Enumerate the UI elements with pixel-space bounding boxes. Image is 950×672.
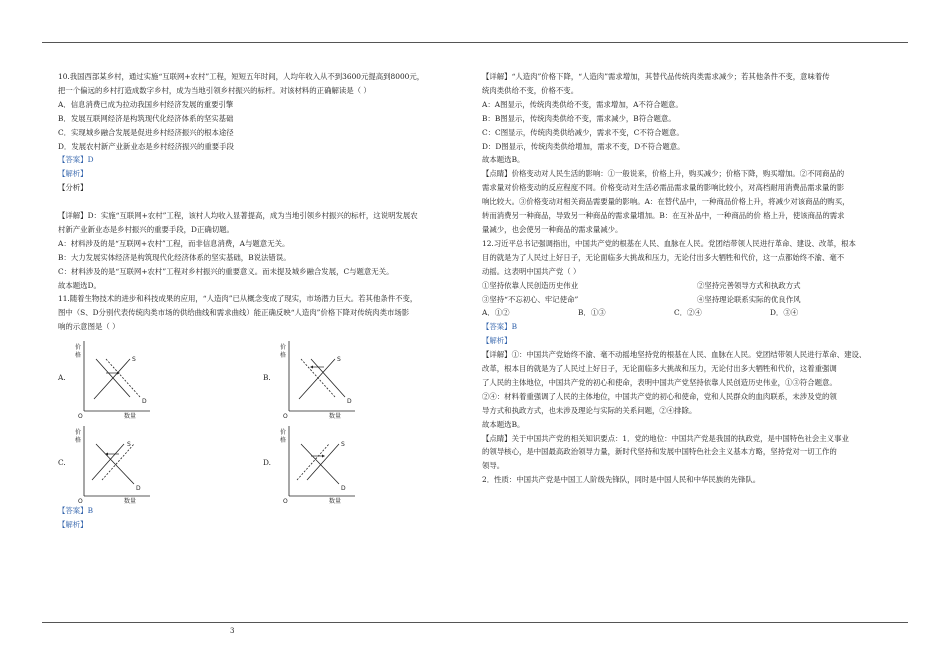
- top-rule: [42, 42, 908, 43]
- figure-b-d-label: D: [347, 398, 352, 406]
- q10-analysis-label: 【解析】: [58, 169, 88, 179]
- figure-a-label: A.: [58, 373, 66, 383]
- figure-a-d2-line: [106, 359, 140, 397]
- q12-statements: [482, 279, 894, 307]
- q11-stem-1: 11.随着生物技术的进步和科技成果的应用，“人造肉”已从概念变成了现实，市场潜力巨大。若其他条件不变，: [58, 294, 418, 304]
- figure-d-origin: O: [283, 498, 288, 505]
- figure-d-s1-line: [297, 444, 329, 480]
- q11-tip-4: 转而消费另一种商品，导致另一种商品的需求量增加。B：在互补品中，一种商品的价 格上升，使该商品的需求: [482, 211, 845, 221]
- q10-option-a: A．信息消费已成为拉动我国乡村经济发展的重要引擎: [58, 99, 234, 109]
- figure-d-label: D.: [263, 458, 272, 468]
- q11-detail-4: B：B图显示，传统肉类供给不变，需求减少，B符合题意。: [482, 113, 676, 123]
- q12-tip-2: 的领导核心，是中国最高政治领导力量，新时代坚持和发展中国特色社会主义基本方略，坚持党对一切工作的: [482, 447, 837, 457]
- q12-tip-4: 2．性质：中国共产党是中国工人阶级先锋队，同时是中国人民和中华民族的先锋队。: [482, 475, 761, 485]
- q12-answer: 【答案】B: [482, 322, 517, 332]
- figure-b-origin: O: [283, 413, 288, 420]
- q12-stem-2: 目的就是为了人民过上好日子，无论面临多大挑战和压力，无论付出多大牺牲和代价，这一点都始终不渝、毫不: [482, 252, 845, 262]
- figure-d-s-label: S: [341, 441, 345, 449]
- q12-stem-3: 动摇。这表明中国共产党（ ）: [482, 266, 581, 276]
- figure-d-y-axis-1: 价: [280, 429, 287, 437]
- q11-detail-1: 【详解】“人造肉”价格下降，“人造肉”需求增加，其替代品传统肉类需求减少；若其他条件不变，意味着传: [482, 72, 830, 81]
- q12-detail-3: 了人民的主体地位，中国共产党的初心和使命，表明中国共产党坚持依靠人民创造历史伟业，①③符合题意。: [482, 377, 837, 387]
- q12-detail-1: 【详解】①：中国共产党始终不渝、毫不动摇地坚持党的根基在人民、血脉在人民。党团结带领人民进行革命、建设、: [482, 350, 867, 360]
- q12-stem-1: 12.习近平总书记强调指出，中国共产党的根基在人民、血脉在人民。党团结带领人民进行革命、建设、改革，根本: [482, 238, 856, 248]
- q12-analysis-label: 【解析】: [482, 336, 512, 346]
- q10-answer: 【答案】D: [58, 155, 94, 165]
- q10-detail-1: 【详解】D：实施“互联网+农村”工程，该村人均收入显著提高，成为当地引领乡村振兴的标杆，这说明发展农: [58, 211, 418, 221]
- q11-answer: 【答案】B: [58, 506, 93, 516]
- figure-d-d-label: D: [341, 485, 346, 493]
- left-column: [58, 70, 468, 532]
- figure-c-s-label: S: [127, 441, 131, 449]
- q11-detail-6: D：D图显示，传统肉类供给增加，需求不变，D不符合题意。: [482, 141, 685, 151]
- figure-b-s-line: [299, 359, 335, 399]
- q12-detail-5: 导方式和执政方式，也未涉及理论与实际的关系问题，②④排除。: [482, 405, 697, 415]
- figure-d-s2-line: [307, 444, 339, 480]
- q12-detail-6: 故本题选B。: [482, 419, 525, 429]
- bottom-rule: [42, 622, 908, 623]
- figure-c-y-axis-2: 格: [75, 437, 82, 445]
- q11-detail-7: 故本题选B。: [482, 155, 525, 165]
- q12-option-c: C．②④: [674, 308, 702, 318]
- q10-fenxi-label: 【分析】: [58, 183, 88, 193]
- figure-c-label: C.: [58, 458, 66, 468]
- figure-c: [58, 422, 263, 504]
- q10-option-b: B．发展互联网经济是构筑现代化经济体系的坚实基础: [58, 113, 234, 123]
- figure-b-d2-line: [311, 359, 345, 397]
- figure-b-graph: [277, 337, 357, 419]
- figure-c-s2-line: [102, 444, 134, 480]
- q10-detail-5: C：材料涉及的是“互联网+农村”工程对乡村振兴的重要意义。而未提及城乡融合发展，C与题意无关。: [58, 266, 394, 276]
- figure-a-d-label: D: [142, 398, 147, 406]
- figure-d-x-axis-label: 数量: [329, 498, 342, 505]
- q10-stem-2: 把一个偏远的乡村打造成数字乡村，成为当地引领乡村振兴的标杆。对该材料的正确解读是（ ）: [58, 85, 371, 95]
- figure-b-x-axis-label: 数量: [329, 413, 342, 420]
- figure-d: [263, 422, 468, 504]
- right-column: [482, 70, 894, 487]
- q11-tip-5: 量减少，也会使另一种商品的需求量减少。: [482, 224, 623, 234]
- q12-tip-3: 领导。: [482, 461, 505, 471]
- q12-detail-2: 改革，根本目的就是为了人民过上好日子，无论面临多大挑战和压力，无论付出多大牺牲和代价，这着重强调: [482, 364, 837, 374]
- q11-tip-2: 需求量对价格变动的反应程度不同。价格变动对生活必需品需求量的影响比较小，对高档耐用消费品需求量的影: [482, 183, 845, 193]
- page-number: 3: [230, 627, 235, 635]
- figure-b-label: B.: [263, 373, 271, 383]
- q12-statement-1: ①坚持依靠人民创造历史伟业: [482, 280, 579, 290]
- q11-figure-row-2: [58, 422, 468, 504]
- q11-tip-1: 【点睛】价格变动对人民生活的影响：①一般说来，价格上升，购买减少；价格下降，购买增加。②不同商品的: [482, 169, 845, 179]
- q10-detail-3: A：材料涉及的是“互联网+农村”工程，而非信息消费，A与题意无关。: [58, 238, 290, 248]
- q10-option-c: C．实现城乡融合发展是促进乡村经济振兴的根本途径: [58, 127, 234, 137]
- q11-detail-2: 统肉类供给不变，价格不变。: [482, 85, 579, 95]
- figure-a-s-line: [94, 359, 130, 399]
- figure-c-y-axis-1: 价: [75, 429, 82, 437]
- figure-c-x-axis-label: 数量: [124, 498, 137, 505]
- q12-option-a: A．①②: [482, 308, 510, 318]
- q11-tip-3: 响比较大。③价格变动对相关商品需要量的影响。A：在替代品中，一种商品价格上升，将减少对该商品的购买，: [482, 197, 850, 207]
- q12-tip-1: 【点睛】关于中国共产党的相关知识要点：1．党的地位：中国共产党是我国的执政党，是中国特色社会主义事业: [482, 433, 849, 443]
- q12-statement-2: ②坚持完善领导方式和执政方式: [697, 280, 801, 290]
- figure-a-x-axis-label: 数量: [124, 413, 137, 420]
- figure-a-origin: O: [78, 413, 83, 420]
- figure-b-y-axis-2: 格: [280, 352, 287, 360]
- q10-option-d: D．发展农村新产业新业态是乡村经济振兴的重要手段: [58, 141, 234, 151]
- q12-options: [482, 306, 894, 320]
- q11-stem-2: 图中（S、D分别代表传统肉类市场的供给曲线和需求曲线）能正确反映“人造肉”价格下降对传统肉类市场影: [58, 308, 410, 318]
- q12-detail-4: ②④：材料着重强调了人民的主体地位，中国共产党的初心和使命，党和人民群众的血肉联系，未涉及党的领: [482, 391, 837, 401]
- q12-option-d: D．③④: [770, 308, 799, 318]
- figure-a-y-axis-2: 格: [75, 352, 82, 360]
- figure-a-graph: [72, 337, 152, 419]
- q12-statement-4: ④坚持理论联系实际的优良作风: [697, 294, 801, 304]
- q12-option-b: B．①③: [578, 308, 606, 318]
- q10-detail-2: 村新产业新业态是乡村振兴的重要手段，D正确切题。: [58, 224, 234, 234]
- figure-c-s1-line: [92, 444, 124, 480]
- figure-c-d-label: D: [136, 485, 141, 493]
- q11-analysis-label: 【解析】: [58, 520, 88, 530]
- q11-stem-3: 响的示意图是（ ）: [58, 322, 120, 332]
- figure-d-y-axis-2: 格: [280, 437, 287, 445]
- q10-detail-4: B：大力发展实体经济是构筑现代化经济体系的坚实基础，B说法错误。: [58, 252, 291, 262]
- figure-c-graph: [72, 422, 152, 504]
- figure-b-y-axis-1: 价: [280, 344, 287, 352]
- figure-b-s-label: S: [337, 356, 341, 364]
- q12-statement-3: ③坚持“不忘初心、牢记使命”: [482, 294, 579, 304]
- figure-a-y-axis-1: 价: [75, 344, 82, 352]
- q10-stem-1: 10.我国西部某乡村，通过实施“互联网+农村”工程，短短五年时间，人均年收入从不到3600元提高到8000元，: [58, 72, 425, 81]
- figure-b: [263, 337, 468, 419]
- figure-a: [58, 337, 263, 419]
- q11-figure-row-1: [58, 337, 468, 419]
- q11-detail-3: A：A图显示，传统肉类供给不变，需求增加，A不符合题意。: [482, 99, 683, 109]
- figure-c-origin: O: [78, 498, 83, 505]
- figure-a-s-label: S: [132, 356, 136, 364]
- q11-detail-5: C：C图显示，传统肉类供给减少，需求不变，C不符合题意。: [482, 127, 684, 137]
- q10-detail-6: 故本题选D。: [58, 280, 101, 290]
- figure-d-graph: [277, 422, 357, 504]
